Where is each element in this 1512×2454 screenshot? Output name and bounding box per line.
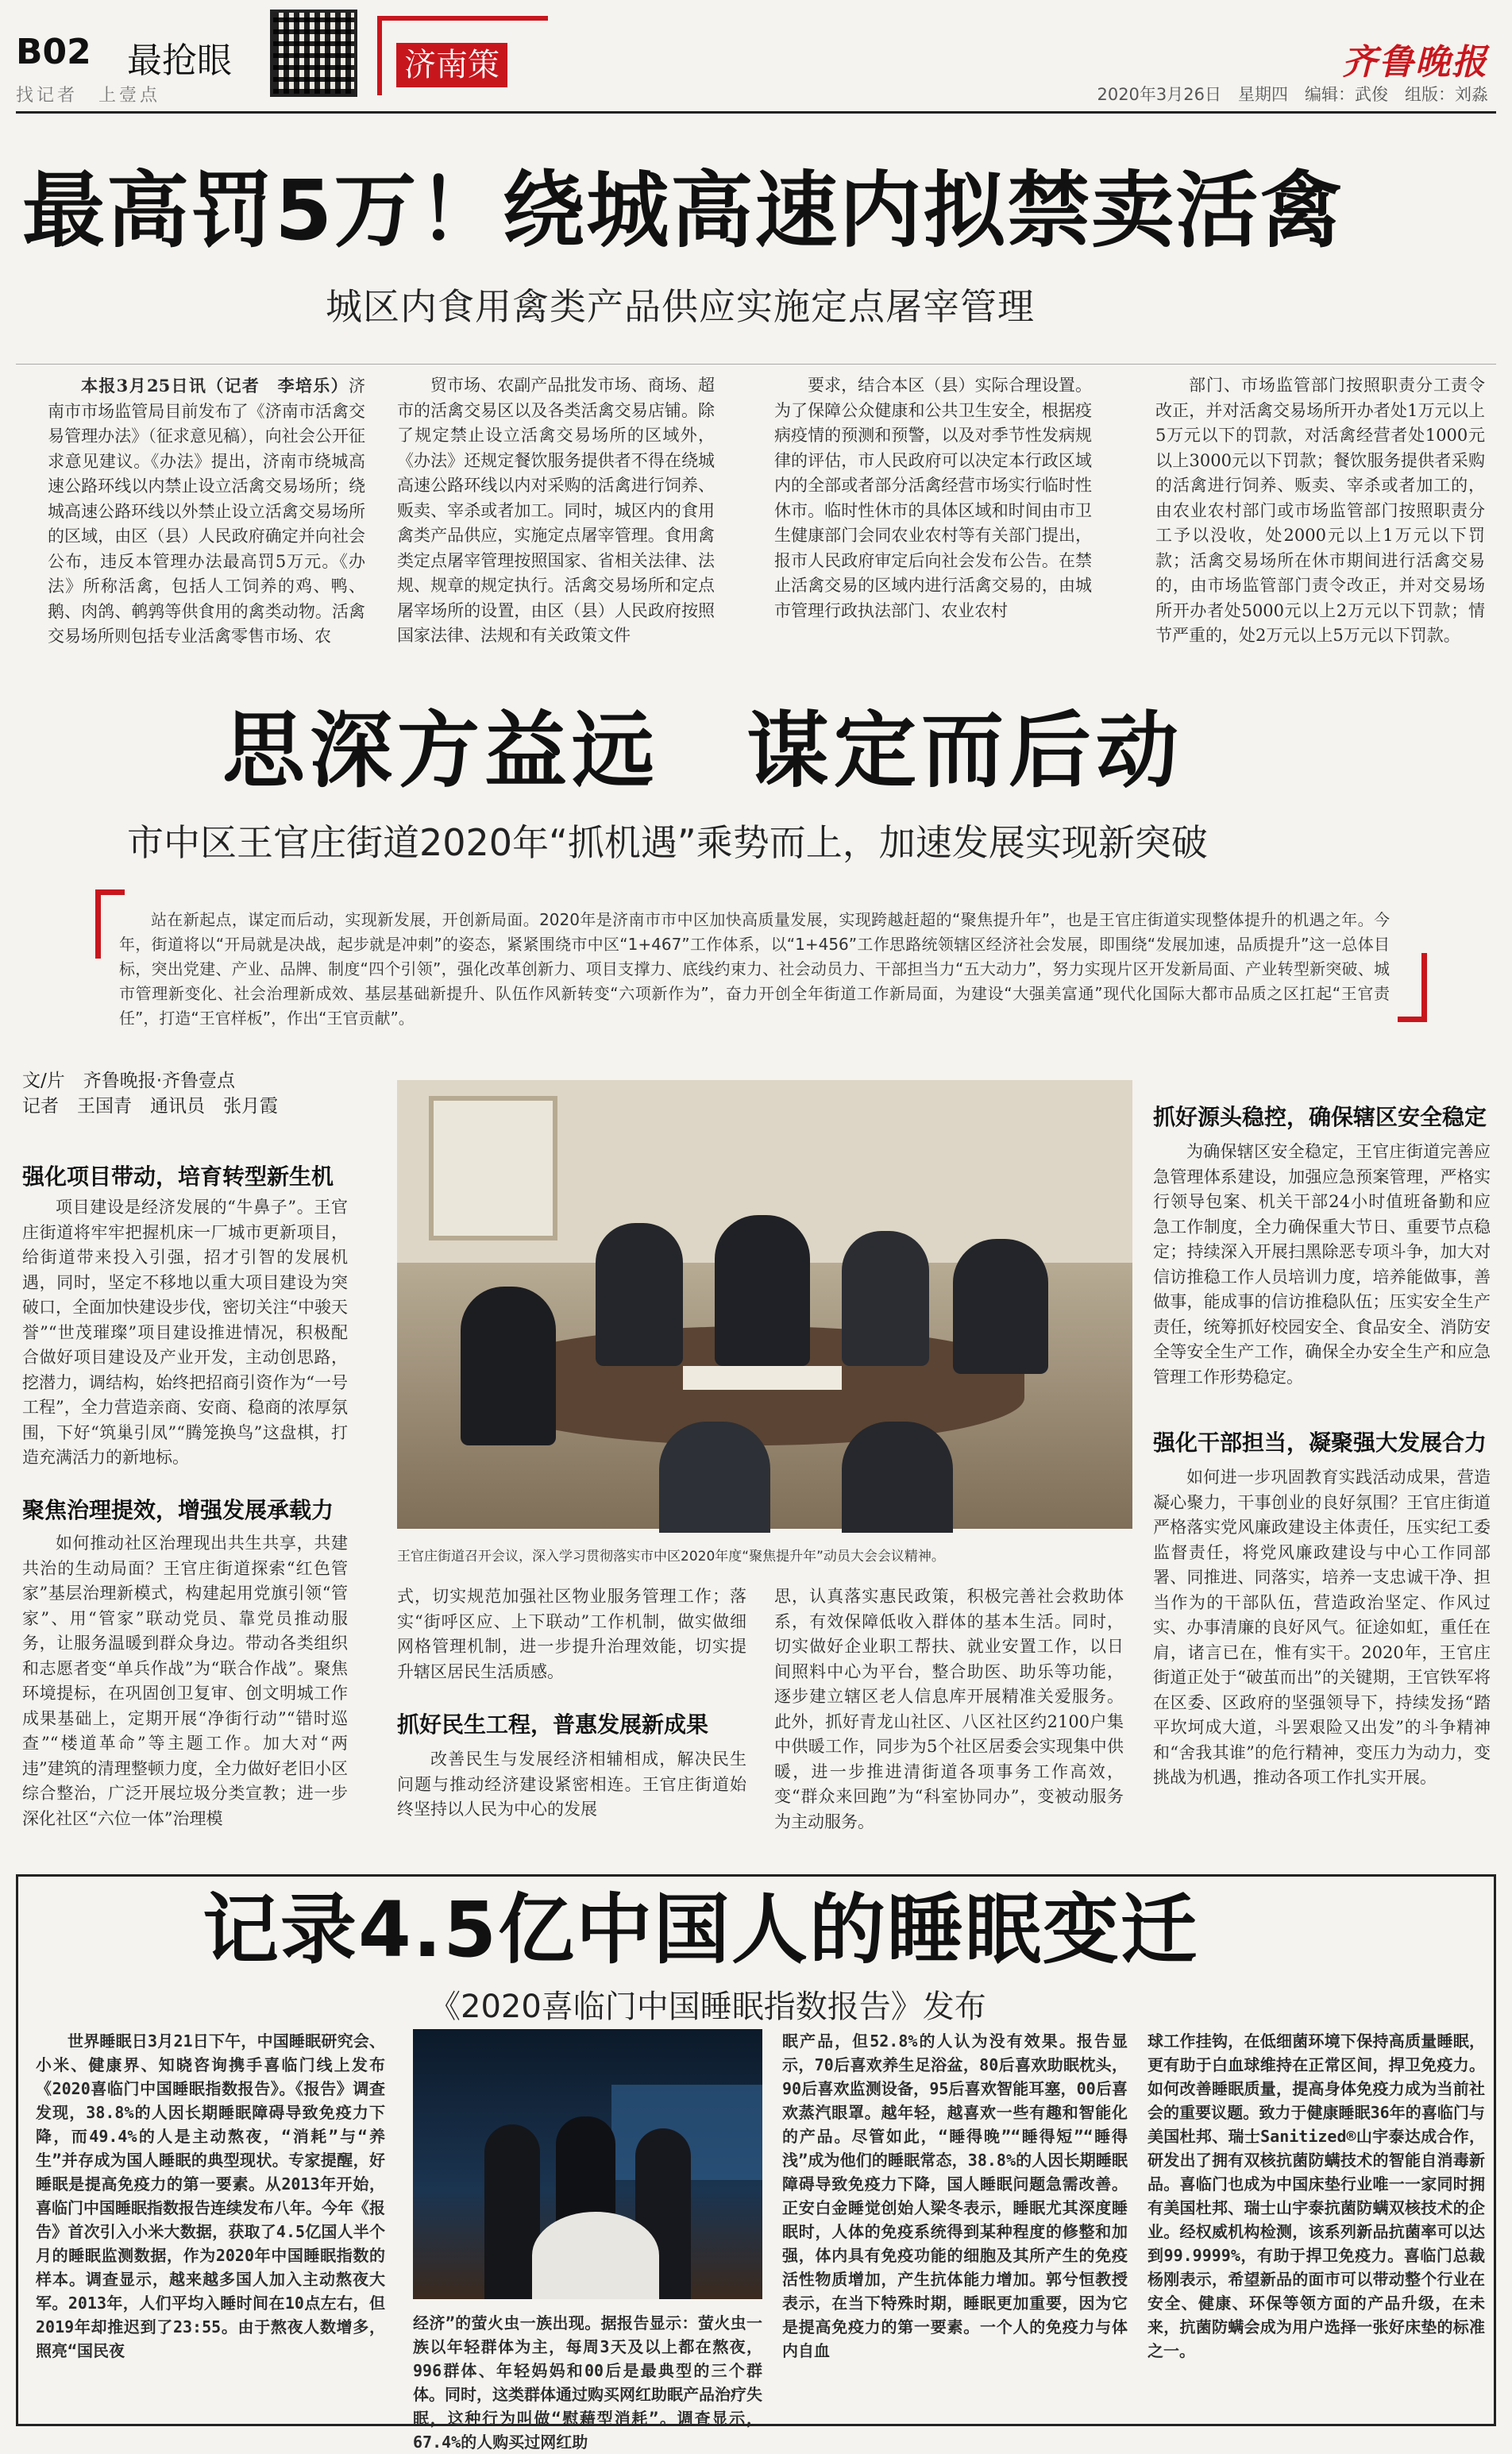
masthead <box>0 0 1512 139</box>
right-text2 <box>1153 1465 1491 1862</box>
photo-person-7 <box>842 1422 953 1533</box>
masthead-rule <box>16 111 1496 114</box>
photo-person-1 <box>596 1223 683 1366</box>
photo-window <box>429 1096 557 1241</box>
story1-divider <box>16 364 1496 365</box>
section-tag-label: 济南策 <box>396 43 507 87</box>
mid-text2 <box>397 1747 746 1858</box>
launch-photo <box>413 2029 762 2299</box>
story1-headline: 最高罚5万！绕城高速内拟禁卖活禽 <box>22 162 1344 259</box>
story3-col2 <box>413 2311 762 2452</box>
story3-col1-p: 世界睡眠日3月21日下午，中国睡眠研究会、小米、健康界、知晓咨询携手喜临门线上发布《2020喜临门中国睡眠指数报告》。《报告》调查发现，38.8%的人因长期睡眠障碍导致免疫力下降，而49.4%的人是主动熬夜，“消耗”与“养生”并存成为国人睡眠的典型现状。专家提醒，好睡眠是提高免疫力的第一要素。从2013年开始，喜临门中国睡眠指数报告连续发布八年。今年《报告》首次引入小米大数据，获取了4.5亿国人半个月的睡眠监测数据，作为2020年中国睡眠指数的样本。调查显示，越来越多国人加入主动熬夜大军。2013年，人们平均入睡时间在10点左右，但2019年却推迟到了23:55。由于熬夜人数增多，照亮“国民夜 <box>36 2031 385 2360</box>
story1-col4-text: 部门、市场监管部门按照职责分工责令改正，并对活禽交易场所开办者处1万元以上5万元以下的罚款，对活禽经营者处1000元以上3000元以下罚款；餐饮服务提供者采购的活禽进行饲养、贩卖、宰杀或者加工的，由农业农村部门或市场监管部门按照职责分工予以没收，处2000元以上1万元以下罚款；活禽交易场所在休市期间进行活禽交易的，由市场监管部门责令改正，并对交易场所开办者处5000元以上2万元以下罚款；情节严重的，处2万元以上5万元以下罚款。 <box>1155 376 1485 645</box>
credit-line-2: 记者 王国青 通讯员 张月霞 <box>22 1096 278 1117</box>
photo-person-2 <box>715 1215 810 1366</box>
story1-byline: 本报3月25日讯（记者 李培乐） <box>81 376 349 395</box>
story3-col3-p: 眠产品，但52.8%的人认为没有效果。报告显示，70后喜欢养生足浴盆，80后喜欢助眠枕头，90后喜欢监测设备，95后喜欢智能耳塞，00后喜欢蒸汽眼罩。越年轻，越喜欢一些有趣和智能化的产品。尽管如此，“睡得晚”“睡得短”“睡得浅”成为他们的睡眠常态，38.8%的人因长期睡眠障碍导致免疫力下降，国人睡眠问题急需改善。正安白金睡觉创始人梁冬表示，睡眠尤其深度睡眠时，人体的免疫系统得到某种程度的修整和加强，体内具有免疫功能的细胞及其所产生的免疫活性物质增加，产生抗体能力增加。郭兮恒教授表示，在当下特殊时期，睡眠更加重要，因为它是提高免疫力的第一要素。一个人的免疫力与体内自血 <box>782 2031 1128 2360</box>
newspaper-logo: 齐鲁晚报 <box>1342 42 1488 83</box>
mid-col2-p: 思，认真落实惠民政策，积极完善社会救助体系，有效保障低收入群体的基本生活。同时，切实做好企业职工帮扶、就业安置工作，以日间照料中心为平台，整合助医、助乐等功能，逐步建立辖区老人信息库开展精准关爱服务。此外，抓好青龙山社区、八区社区约2100户集中供暖工作，同步为5个社区居委会实现集中供暖，进一步推进清街道各项事务工作高效，变“群众来回跑”为“科室协同办”，变被动服务为主动服务。 <box>774 1587 1124 1831</box>
mid-text2-p: 改善民生与发展经济相辅相成，解决民生问题与推动经济建设紧密相连。王官庄街道始终坚持以人民为中心的发展 <box>397 1750 746 1819</box>
launch-podium <box>532 2212 659 2299</box>
story1-col3-text: 要求，结合本区（县）实际合理设置。为了保障公众健康和公共卫生安全，根据疫病疫情的预测和预警，以及对季节性发病规律的评估，市人民政府可以决定本行政区域内的全部或者部分活禽经营市场实行临时性休市。临时性休市的具体区域和时间由市卫生健康部门会同农业农村等有关部门提出，报市人民政府审定后向社会发布公告。在禁止活禽交易的区域内进行活禽交易的，由城市管理行政执法部门、农业农村 <box>774 376 1092 620</box>
story1-col2-text: 贸市场、农副产品批发市场、商场、超市的活禽交易区以及各类活禽交易店铺。除了规定禁止设立活禽交易场所的区域外，《办法》还规定餐饮服务提供者不得在绕城高速公路环线以内对采购的活禽进行饲养、贩卖、宰杀或者加工。同时，城区内的食用禽类产品供应，实施定点屠宰管理。食用禽类定点屠宰管理按照国家、省相关法律、法规、规章的规定执行。活禽交易场所和定点屠宰场所的设置，由区（县）人民政府按照国家法律、法规和有关政策文件 <box>397 376 715 645</box>
story3-col1 <box>36 2029 385 2418</box>
meeting-photo <box>397 1080 1132 1529</box>
story2-lead <box>119 908 1390 1043</box>
date-line: 2020年3月26日 星期四 编辑：武俊 组版：刘淼 <box>1097 85 1488 104</box>
photo-papers <box>683 1366 842 1390</box>
left-text2-p: 如何推动社区治理现出共生共享，共建共治的生动局面？王官庄街道探索“红色管家”基层治理新模式，构建起用党旗引领“管家”、用“管家”联动党员、靠党员推动服务，让服务温暖到群众身边。带动各类组织和志愿者变“单兵作战”为“联合作战”。聚焦环境提标，在巩固创卫复审、创文明城工作成果基础上，定期开展“净街行动”“错时巡查”“楼道革命”等主题工作。加大对“两违”建筑的清理整顿力度，全力做好老旧小区综合整治，广泛开展垃圾分类宣教；进一步深化社区“六位一体”治理模 <box>22 1534 348 1828</box>
photo-person-5 <box>461 1287 556 1445</box>
story2-headline: 思深方益远 谋定而后动 <box>222 702 1184 799</box>
right-text2-p: 如何进一步巩固教育实践活动成果，营造凝心聚力，干事创业的良好氛围？王官庄街道严格落实党风廉政建设主体责任，压实纪工委监督责任，将党风廉政建设与中心工作同部署、同推进、同落实，培养一支忠诚干净、担当作为的干部队伍，营造政治坚定、作风过实、办事清廉的良好风气。征途如虹，重任在肩，诸言已在，惟有实干。2020年，王官庄街道正处于“破茧而出”的关键期，王官铁军将在区委、区政府的坚强领导下，持续发扬“踏平坎坷成大道，斗罢艰险又出发”的斗争精神和“舍我其谁”的危行精神，变压力为动力，变挑战为机遇，推动各项工作扎实开展。 <box>1153 1468 1491 1787</box>
qr-code[interactable] <box>270 10 357 97</box>
credit-line-1: 文/片 齐鲁晚报·齐鲁壹点 <box>22 1071 236 1091</box>
mid-text-p: 式，切实规范加强社区物业服务管理工作；落实“街呼区应、上下联动”工作机制，做实做细网格管理机制，进一步提升治理效能，切实提升辖区居民生活质感。 <box>397 1587 746 1681</box>
left-text1-p: 项目建设是经济发展的“牛鼻子”。王官庄街道将牢牢把握机床一厂城市更新项目，给街道带来投入引强，招才引智的发展机遇，同时，坚定不移地以重大项目建设为突破口，全面加快建设步伐，密切关注“中骏天誉”“世茂璀璨”项目建设推进情况，积极配合做好项目建设及产业开发，主动创思路，挖潜力，调结构，始终把招商引资作为“一号工程”，全力营造亲商、安商、稳商的浓厚氛围，下好“筑巢引凤”“腾笼换鸟”这盘棋，打造充满活力的新地标。 <box>22 1198 348 1467</box>
story1-col2 <box>397 373 715 659</box>
photo-person-4 <box>953 1239 1048 1374</box>
story3-col3 <box>782 2029 1128 2418</box>
section-tag <box>377 16 548 95</box>
story2-lead-text: 站在新起点，谋定而后动，实现新发展，开创新局面。2020年是济南市市中区加快高质量发展，实现跨越赶超的“聚焦提升年”，也是王官庄街道实现整体提升的机遇之年。今年，街道将以“开局就是决战，起步就是冲刺”的姿态，紧紧围绕市中区“1+467”工作体系，以“1+456”工作思路统领辖区经济社会发展，即围绕“发展加速，品质提升”这一总体目标，突出党建、产业、品牌、制度“四个引领”，强化改革创新力、项目支撑力、底线约束力、社会动员力、干部担当力“五大动力”，努力实现片区开发新局面、产业转型新突破、城市管理新变化、社会治理新成效、基层基础新提升、队伍作风新转变“六项新作为”，奋力开创全年街道工作新局面，为建设“大强美富通”现代化国际大都市品质之区扛起“王官责任”，打造“王官样板”，作出“王官贡献”。 <box>119 910 1390 1028</box>
h-left2: 聚焦治理提效，增强发展承载力 <box>22 1497 334 1523</box>
right-text1 <box>1153 1140 1491 1418</box>
story1-col1-text: 济南市市场监管局目前发布了《济南市活禽交易管理办法》（征求意见稿），向社会公开征求意见建议。《办法》提出，济南市绕城高速公路环线以内禁止设立活禽交易场所；绕城高速公路环线以外禁止设立活禽交易场所的区域，由区（县）人民政府确定并向社会公布，违反本管理办法最高罚5万元。《办法》所称活禽，包括人工饲养的鸡、鸭、鹅、肉鸽、鹌鹑等供食用的禽类动物。活禽交易场所则包括专业活禽零售市场、农 <box>48 376 365 646</box>
h-mid: 抓好民生工程，普惠发展新成果 <box>397 1711 709 1738</box>
mid-col2 <box>774 1584 1124 1862</box>
story1-col1 <box>48 373 365 659</box>
story3-col2-p: 经济”的萤火虫一族出现。据报告显示：萤火虫一族以年轻群体为主，每周3天及以上都在熬夜，996群体、年轻妈妈和00后是最典型的三个群体。同时，这类群体通过购买网红助眠产品治疗失眠，这种行为叫做“慰藉型消耗”。调查显示，67.4%的人购买过网红助 <box>413 2313 762 2452</box>
photo-person-6 <box>659 1422 770 1533</box>
h-right2: 强化干部担当，凝聚强大发展合力 <box>1153 1430 1487 1456</box>
tagline: 找记者 上壹点 <box>16 86 161 106</box>
right-text1-p: 为确保辖区安全稳定，王官庄街道完善应急管理体系建设，加强应急预案管理，严格实行领导包案、机关干部24小时值班备勤和应急工作制度，全力确保重大节日、重要节点稳定；持续深入开展扫黑除恶专项斗争，加大对信访推稳工作人员培训力度，培养能做事，善做事，能成事的信访推稳队伍；压实安全生产责任，统筹抓好校园安全、食品安全、消防安全等安全生产工作，确保全办安全生产和应急管理工作形势稳定。 <box>1153 1142 1491 1387</box>
story2-credit <box>22 1068 278 1119</box>
story3-headline: 记录4.5亿中国人的睡眠变迁 <box>202 1885 1199 1974</box>
h-left1: 强化项目带动，培育转型新生机 <box>22 1163 334 1190</box>
story3-col4 <box>1148 2029 1485 2418</box>
lead-bracket-right <box>1398 953 1427 1022</box>
photo-person-3 <box>842 1231 929 1366</box>
story3-subhead: 《2020喜临门中国睡眠指数报告》发布 <box>429 1989 986 2025</box>
left-text1 <box>22 1195 348 1489</box>
mid-text <box>397 1584 746 1688</box>
h-right1: 抓好源头稳控，确保辖区安全稳定 <box>1153 1104 1487 1130</box>
story3-col4-p: 球工作挂钩，在低细菌环境下保持高质量睡眠，更有助于白血球维持在正常区间，捍卫免疫力。如何改善睡眠质量，提高身体免疫力成为当前社会的重要议题。致力于健康睡眠36年的喜临门与美国杜邦、瑞士Sanitized®山宇泰达成合作，研发出了拥有双核抗菌防螨技术的智能自消毒新品。喜临门也成为中国床垫行业唯一一家同时拥有美国杜邦、瑞士山宇泰抗菌防螨双核技术的企业。经权威机构检测，该系列新品抗菌率可以达到99.9999%，有助于捍卫免疫力。喜临门总裁杨刚表示，希望新品的面市可以带动整个行业在安全、健康、环保等领方面的产品升级，在未来，抗菌防螨会成为用户选择一张好床垫的标准之一。 <box>1148 2031 1485 2360</box>
photo-caption: 王官庄街道召开会议，深入学习贯彻落实市中区2020年度“聚焦提升年”动员大会会议精神。 <box>397 1549 945 1565</box>
column-name: 最抢眼 <box>127 41 232 81</box>
story2-subhead: 市中区王官庄街道2020年“抓机遇”乘势而上，加速发展实现新突破 <box>127 821 1208 864</box>
page-code: B02 <box>16 32 91 72</box>
story1-col4 <box>1155 373 1485 659</box>
left-text2 <box>22 1531 348 1863</box>
story1-subhead: 城区内食用禽类产品供应实施定点屠宰管理 <box>326 285 1035 328</box>
story1-col3 <box>774 373 1092 659</box>
